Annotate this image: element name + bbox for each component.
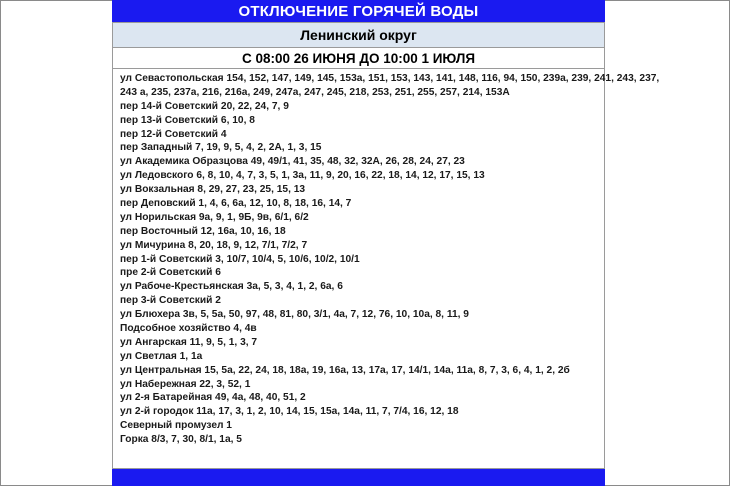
district-heading: Ленинский округ — [113, 23, 604, 48]
bottom-banner — [112, 469, 605, 486]
address-row: ул Светлая 1, 1а — [120, 350, 203, 362]
address-row: ул Ледовского 6, 8, 10, 4, 7, 3, 5, 1, 3а, 11, 9, 20, 16, 22, 18, 14, 12, 17, 15, 13 — [120, 170, 485, 182]
address-row: ул Севастопольская 154, 152, 147, 149, 145, 153а, 151, 153, 143, 141, 148, 116, 94, 150, 239а, 239, 241, 243, 237, — [120, 73, 660, 84]
address-row: пре 2-й Советский 6 — [120, 267, 221, 279]
address-row: пер 13-й Советский 6, 10, 8 — [120, 114, 255, 126]
page-title: ОТКЛЮЧЕНИЕ ГОРЯЧЕЙ ВОДЫ — [238, 3, 479, 20]
address-row: пер 1-й Советский 3, 10/7, 10/4, 5, 10/6, 10/2, 10/1 — [120, 253, 360, 265]
address-list — [113, 69, 660, 447]
address-row: ул Норильская 9а, 9, 1, 9Б, 9в, 6/1, 6/2 — [120, 211, 309, 223]
address-row: пер 14-й Советский 20, 22, 24, 7, 9 — [120, 100, 289, 112]
address-row: пер Восточный 12, 16а, 10, 16, 18 — [120, 225, 286, 237]
notice-table — [112, 22, 660, 469]
address-row: Горка 8/3, 7, 30, 8/1, 1а, 5 — [120, 434, 242, 446]
address-row: ул Академика Образцова 49, 49/1, 41, 35, 48, 32, 32А, 26, 28, 24, 27, 23 — [120, 156, 465, 168]
address-row: ул Блюхера 3в, 5, 5а, 50, 97, 48, 81, 80, 3/1, 4а, 7, 12, 76, 10, 10а, 8, 11, 9 — [120, 309, 469, 321]
address-row: ул Мичурина 8, 20, 18, 9, 12, 7/1, 7/2, 7 — [120, 239, 308, 251]
address-row: пер 12-й Советский 4 — [120, 128, 227, 140]
title-banner — [112, 0, 605, 22]
address-row: ул 2-я Батарейная 49, 4а, 48, 40, 51, 2 — [120, 392, 306, 404]
address-row: ул Вокзальная 8, 29, 27, 23, 25, 15, 13 — [120, 184, 306, 196]
address-row: ул Центральная 15, 5а, 22, 24, 18, 18а, 19, 16а, 13, 17а, 17, 14/1, 14а, 11а, 8, 7, 3, 6, 4, 1, 2, 2б — [120, 364, 570, 376]
address-row: ул Рабоче-Крестьянская 3а, 5, 3, 4, 1, 2, 6а, 6 — [120, 281, 343, 293]
address-row: пер Деповский 1, 4, 6, 6а, 12, 10, 8, 18, 16, 14, 7 — [120, 198, 352, 210]
address-row: ул Ангарская 11, 9, 5, 1, 3, 7 — [120, 336, 258, 348]
address-row: 243 а, 235, 237а, 216, 216а, 249, 247а, 247, 245, 218, 253, 251, 255, 257, 214, 153А — [120, 86, 510, 98]
address-row: ул 2-й городок 11а, 17, 3, 1, 2, 10, 14, 15, 15а, 14а, 11, 7, 7/4, 16, 12, 18 — [120, 406, 459, 418]
address-row: Северный промузел 1 — [120, 420, 232, 432]
outage-period: С 08:00 26 ИЮНЯ ДО 10:00 1 ИЮЛЯ — [113, 48, 604, 69]
address-row: ул Набережная 22, 3, 52, 1 — [120, 378, 251, 390]
address-row: пер Западный 7, 19, 9, 5, 4, 2, 2А, 1, 3, 15 — [120, 142, 322, 154]
address-row: Подсобное хозяйство 4, 4в — [120, 323, 257, 335]
address-row: пер 3-й Советский 2 — [120, 295, 221, 307]
